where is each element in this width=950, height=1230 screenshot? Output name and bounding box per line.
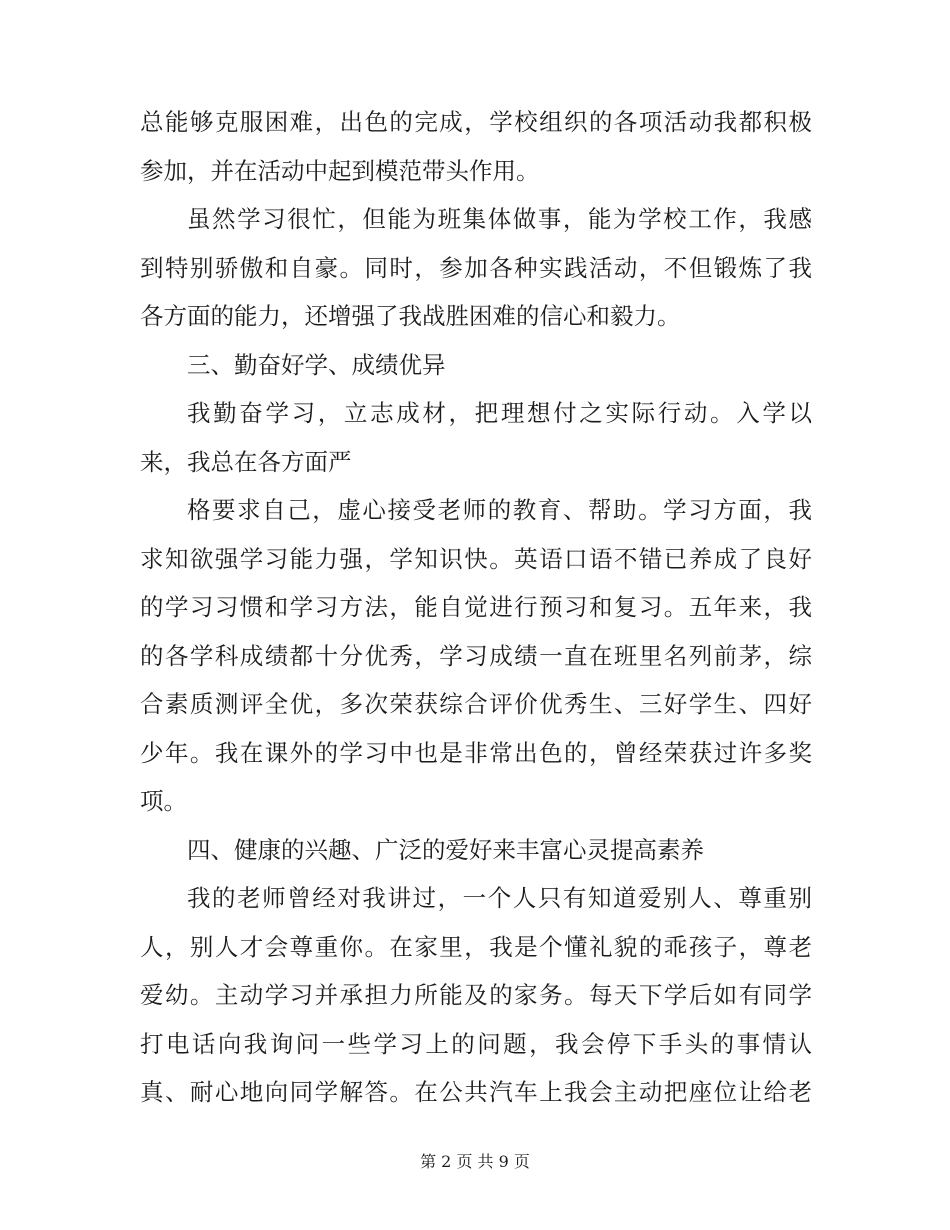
text-line: 参加，并在活动中起到模范带头作用。 bbox=[140, 156, 540, 185]
text-line: 各方面的能力，还增强了我战胜困难的信心和毅力。 bbox=[140, 302, 681, 330]
text-line: 到特别骄傲和自豪。同时，参加各种实践活动，不但锻炼了我 bbox=[140, 253, 812, 282]
text-line: 求知欲强学习能力强，学知识快。英语口语不错已养成了良好 bbox=[140, 544, 812, 573]
text-line: 项。 bbox=[140, 787, 187, 815]
text-line: 来，我总在各方面严 bbox=[140, 447, 352, 476]
text-line: 的各学科成绩都十分优秀，学习成绩一直在班里名列前茅，综 bbox=[140, 641, 812, 670]
text-line: 格要求自己，虚心接受老师的教育、帮助。学习方面，我 bbox=[187, 496, 812, 524]
text-line: 总能够克服困难，出色的完成，学校组织的各项活动我都积极 bbox=[140, 108, 812, 136]
text-line: 爱幼。主动学习并承担力所能及的家务。每天下学后如有同学 bbox=[140, 981, 812, 1009]
section-heading: 四、健康的兴趣、广泛的爱好来丰富心灵提高素养 bbox=[187, 835, 704, 864]
text-line: 我的老师曾经对我讲过，一个人只有知道爱别人、尊重别 bbox=[187, 884, 812, 912]
body-text bbox=[140, 98, 812, 1117]
page-number: 第 2 页 共 9 页 bbox=[420, 1152, 530, 1171]
text-line: 的学习习惯和学习方法，能自觉进行预习和复习。五年来，我 bbox=[140, 593, 812, 621]
text-line: 虽然学习很忙，但能为班集体做事，能为学校工作，我感 bbox=[187, 205, 812, 233]
text-line: 少年。我在课外的学习中也是非常出色的，曾经荣获过许多奖 bbox=[140, 738, 812, 767]
text-line: 合素质测评全优，多次荣获综合评价优秀生、三好学生、四好 bbox=[140, 690, 812, 718]
text-line: 人，别人才会尊重你。在家里，我是个懂礼貌的乖孩子，尊老 bbox=[140, 932, 812, 961]
section-heading: 三、勤奋好学、成绩优异 bbox=[187, 350, 446, 379]
text-line: 我勤奋学习，立志成材，把理想付之实际行动。入学以 bbox=[187, 399, 812, 427]
text-line: 真、耐心地向同学解答。在公共汽车上我会主动把座位让给老 bbox=[140, 1078, 812, 1106]
text-line: 打电话向我询问一些学习上的问题，我会停下手头的事情认 bbox=[140, 1029, 812, 1058]
